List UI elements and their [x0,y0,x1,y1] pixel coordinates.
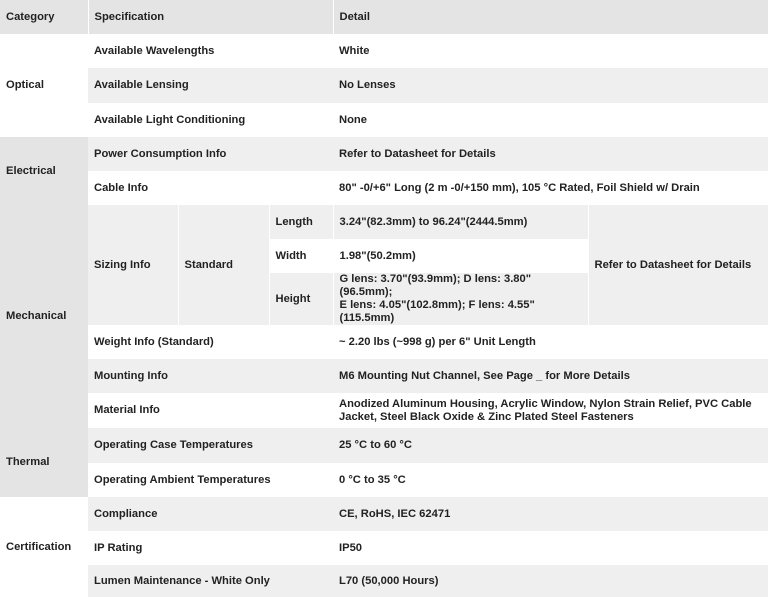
category-header: Category [0,0,88,34]
width-label: Width [269,239,333,273]
table-row [0,137,768,171]
spec-cell: Mounting Info [94,369,168,382]
table-row [0,325,768,359]
sizing-info-cell: Sizing Info [94,258,151,271]
table-row [0,103,768,137]
width-value: 1.98"(50.2mm) [333,239,588,273]
header-row [0,0,768,34]
table-row [0,171,768,205]
height-value [333,273,588,325]
sizing-note-cell: Refer to Datasheet for Details [588,205,768,325]
detail-cell: No Lenses [339,79,396,91]
category-mechanical: Mechanical [0,205,88,428]
spec-cell: Available Lensing [94,79,189,91]
category-electrical: Electrical [0,137,88,205]
table-row [0,359,768,393]
spec-cell: IP Rating [94,541,143,554]
detail-cell: L70 (50,000 Hours) [339,574,439,587]
material-detail-line: Anodized Aluminum Housing, Acrylic Window, Nylon Strain Relief, PVC Cable [339,397,752,410]
detail-cell: IP50 [339,541,363,554]
table-row [0,463,768,497]
spec-cell: Material Info [94,404,160,416]
detail-cell: ~ 2.20 lbs (~998 g) per 6" Unit Length [339,335,536,348]
sizing-standard-cell: Standard [178,205,269,325]
category-optical: Optical [0,34,88,137]
detail-cell: M6 Mounting Nut Channel, See Page _ for More Details [339,369,630,382]
detail-cell: 25 °C to 60 °C [339,439,412,451]
table-row [0,565,768,597]
length-value: 3.24"(82.3mm) to 96.24"(2444.5mm) [333,205,588,239]
spec-cell: Weight Info (Standard) [94,335,214,348]
height-value-line: E lens: 4.05"(102.8mm); F lens: 4.55"(115.5mm) [339,299,535,324]
detail-cell: White [339,44,370,57]
height-value-line: G lens: 3.70"(93.9mm); D lens: 3.80"(96.5mm); [339,273,532,298]
specification-header: Specification [88,0,333,34]
table-row [0,34,768,68]
spec-cell: Operating Case Temperatures [94,439,253,451]
spec-cell: Available Wavelengths [94,44,215,57]
table-row [0,531,768,565]
detail-cell: Refer to Datasheet for Details [339,147,496,160]
detail-cell: 0 °C to 35 °C [339,473,406,486]
spec-cell: Power Consumption Info [94,147,227,160]
material-detail-line: Jacket, Steel Black Oxide & Zinc Plated Steel Fasteners [339,410,634,423]
category-certification: Certification [0,497,88,597]
detail-header: Detail [333,0,768,34]
detail-cell: None [339,113,367,126]
spec-cell: Available Light Conditioning [94,113,246,126]
spec-cell: Operating Ambient Temperatures [94,473,271,486]
detail-cell [333,393,768,428]
spec-cell: Compliance [94,507,158,520]
detail-cell: CE, RoHS, IEC 62471 [339,507,451,520]
table-row [0,68,768,103]
length-label: Length [269,205,333,239]
detail-cell: 80" -0/+6" Long (2 m -0/+150 mm), 105 °C Rated, Foil Shield w/ Drain [339,181,700,194]
table-row [0,393,768,428]
category-thermal: Thermal [0,428,88,497]
spec-cell: Cable Info [94,181,149,194]
table-row [0,428,768,463]
height-label: Height [269,273,333,325]
table-row [0,497,768,531]
spec-cell: Lumen Maintenance - White Only [94,574,270,587]
table-row [0,205,768,239]
